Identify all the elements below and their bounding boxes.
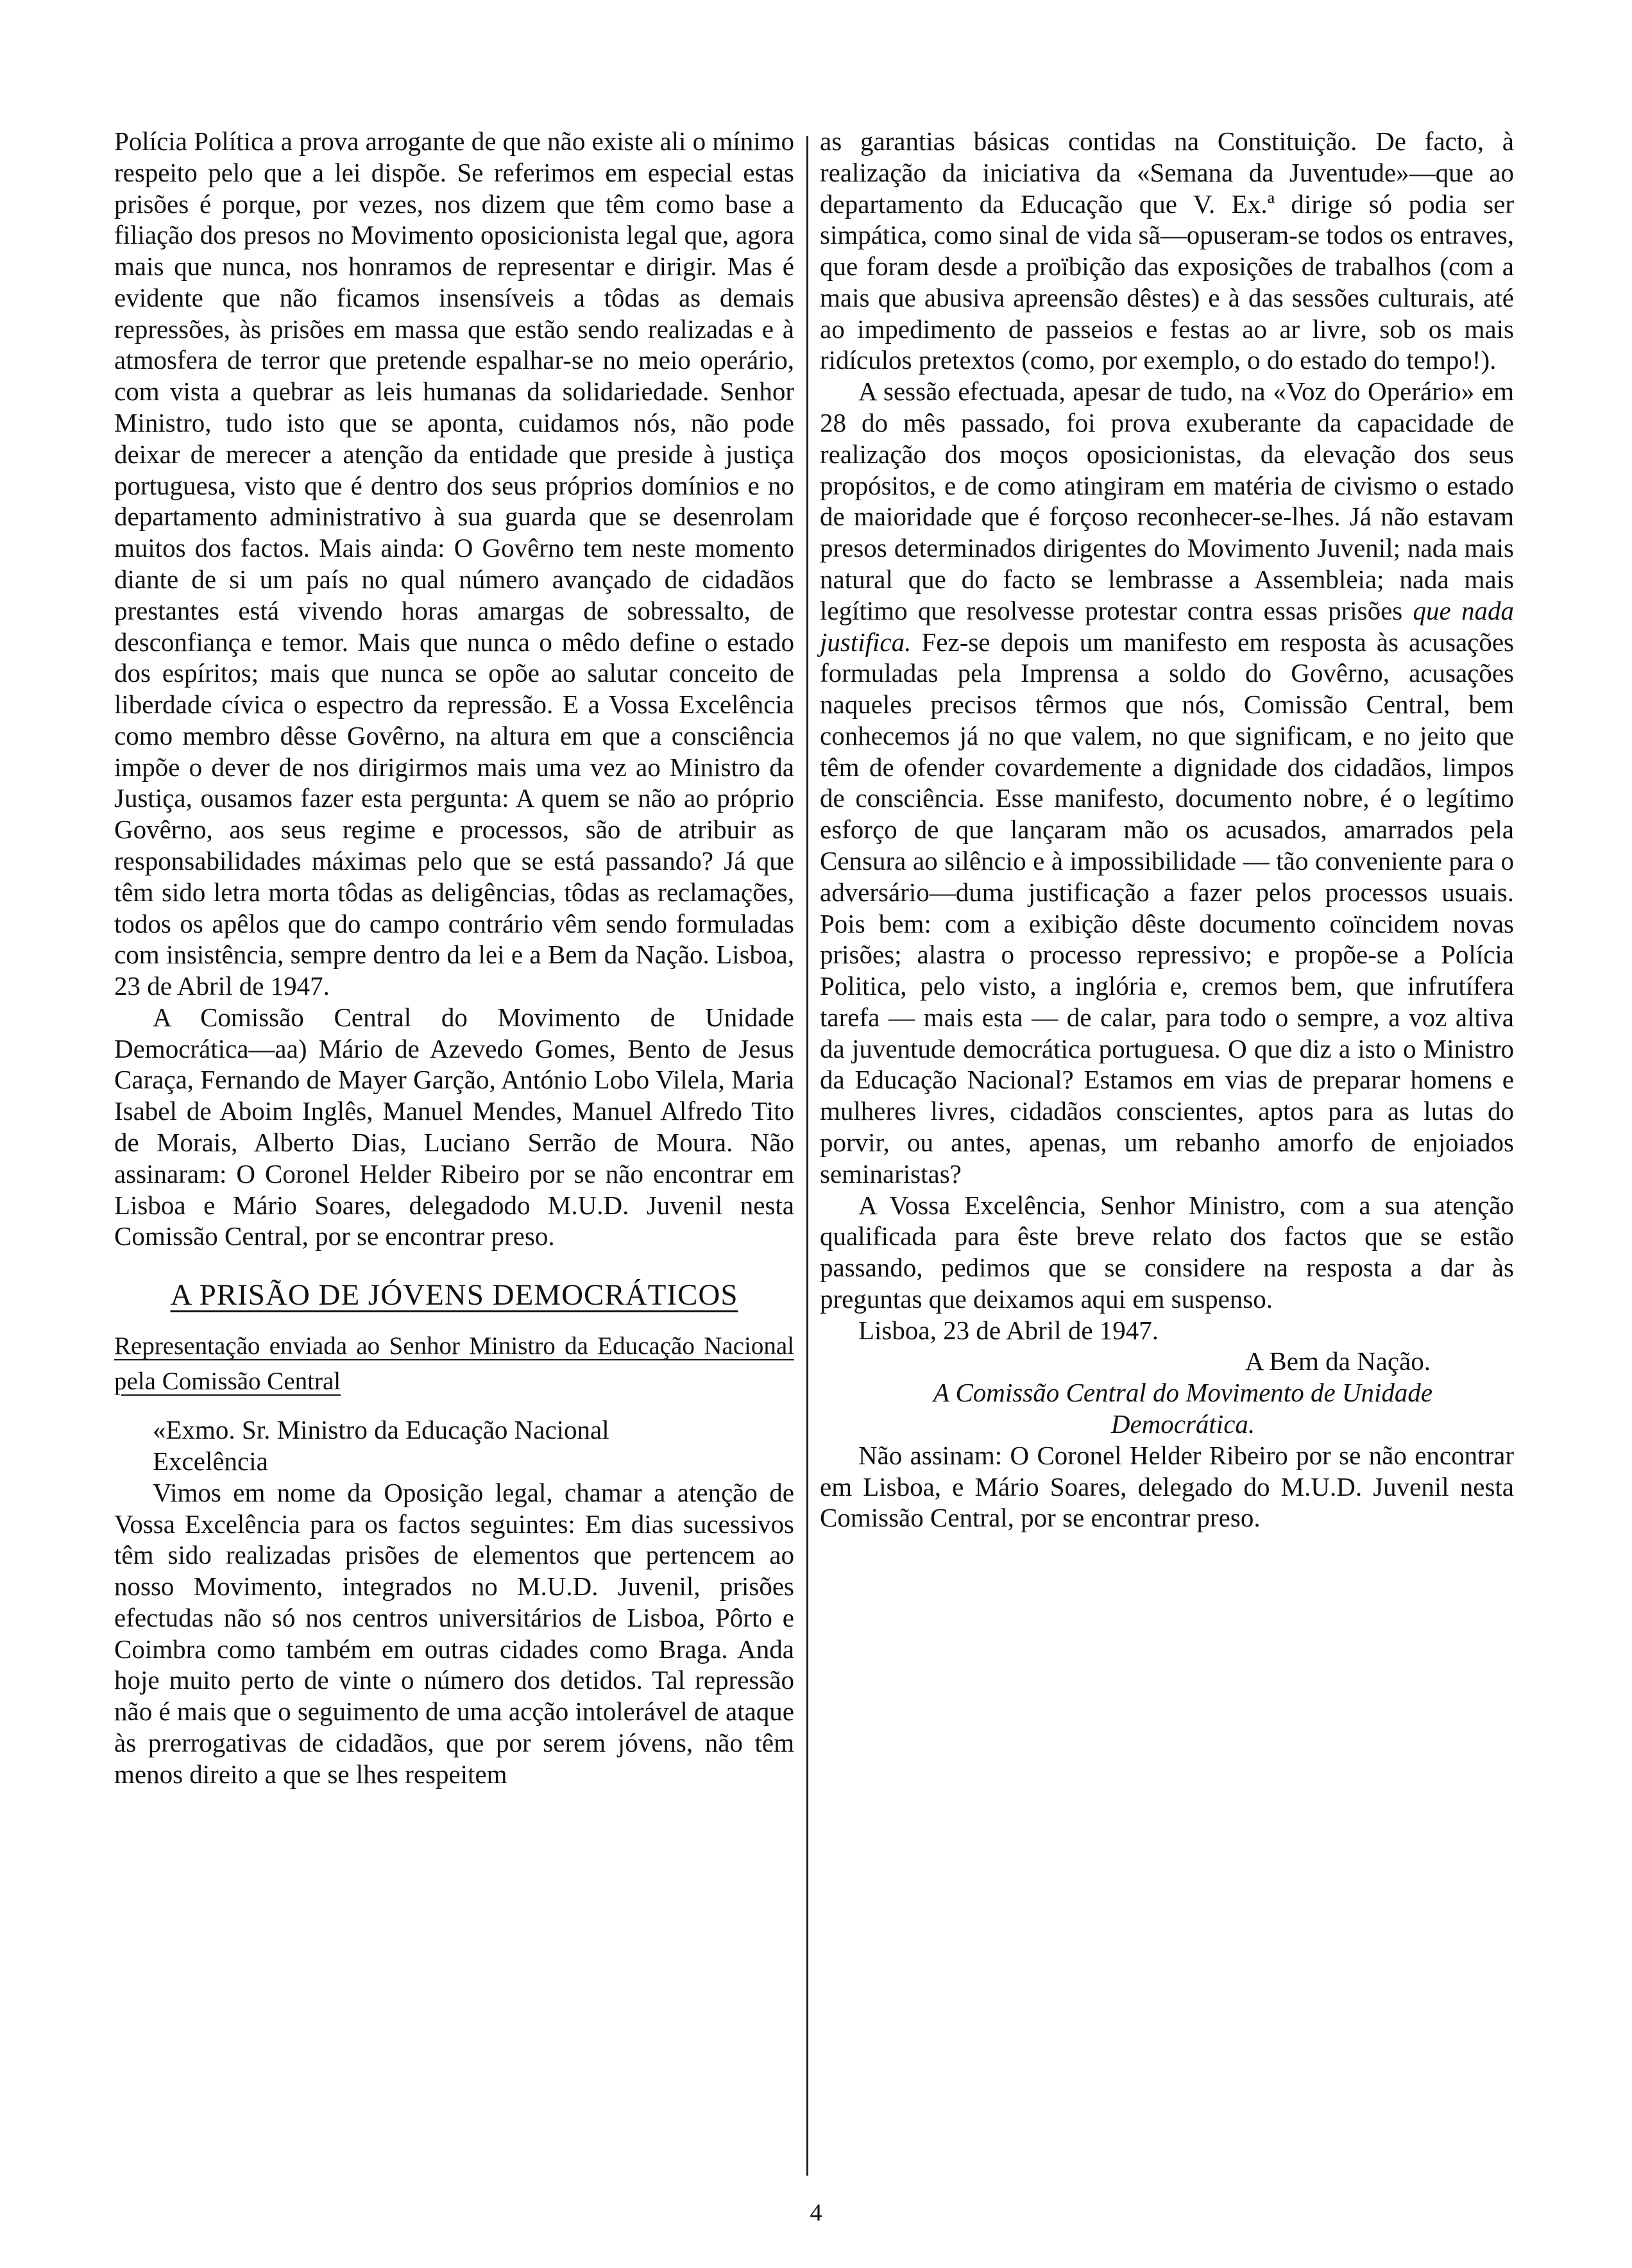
letter-date: Lisboa, 23 de Abril de 1947. — [858, 1315, 1159, 1345]
letter-signature: A Comissão Central do Movimento de Unidade Democrática. — [933, 1378, 1433, 1439]
right-column — [820, 126, 1514, 1534]
left-column — [114, 126, 794, 1790]
right-paragraph-3: A Vossa Excelência, Senhor Ministro, com a sua atenção qualificada para êste breve relato dos factos que se estão passando, pedimos que se considere na resposta a dar às preguntas que deixamos aqui em suspenso. — [820, 1190, 1514, 1314]
right-paragraph-4: Não assinam: O Coronel Helder Ribeiro por se não encontrar em Lisboa, e Mário Soares, delegado do M.U.D. Juvenil nesta Comissão Central, por se encontrar preso. — [820, 1440, 1514, 1533]
letter-salutation: «Exmo. Sr. Ministro da Educação Nacional — [153, 1415, 609, 1445]
section-heading: A PRISÃO DE JÓVENS DEMOCRÁTICOS — [170, 1278, 738, 1312]
right-paragraph-1: as garantias básicas contidas na Constituição. De facto, à realização da iniciativa da «Semana da Juventude»—que ao departamento da Educação que V. Ex.ª dirige só podia ser simpática, como sinal de vida sã—opuseram-se todos os entraves, que foram desde a proïbição das exposições de trabalhos (com a mais que abusiva apreensão dêstes) e à das sessões culturais, até ao impedimento de passeios e festas ao ar livre, sob os mais ridículos pretextos (como, por exemplo, o do estado do tempo!). — [820, 126, 1514, 375]
right-paragraph-2-end: Fez-se depois um manifesto em resposta às acusações formuladas pela Imprensa a soldo do Govêrno, acusações naqueles precisos têrmos que nós, Comissão Central, bem conhecemos já no que valem, no que significam, e no jeito que têm de ofender covardemente a dignidade dos cidadãos, limpos de consciência. Esse manifesto, documento nobre, é o legítimo esforço de que lançaram mão os acusados, amarrados pela Censura ao silêncio e à impossibilidade — tão conveniente para o adversário—duma justificação a fazer pelos processos usuais. Pois bem: com a exibição dêste documento coïncidem novas prisões; alastra o processo repressivo; e propõe-se a Polícia Politica, pelo visto, a inglória e, cremos bem, que infrutífera tarefa — mais esta — de calar, para todo o sempre, a voz altiva da juventude democrática portuguesa. O que diz a isto o Ministro da Educação Nacional? Estamos em vias de preparar homens e mulheres livres, cidadãos conscientes, aptos para as lutas do porvir, ou antes, apenas, um rebanho amorfo de enjoiados seminaristas? — [820, 627, 1514, 1189]
right-paragraph-2-start: A sessão efectuada, apesar de tudo, na «Voz do Operário» em 28 do mês passado, foi prova exuberante da capacidade de realização dos moços oposicionistas, da elevação dos seus propósitos, e de como atingiram em matéria de civismo o estado de maioridade que é forçoso reconhecer-se-lhes. Já não estavam presos determinados dirigentes do Movimento Juvenil; nada mais natural que do facto se lembrasse a Assembleia; nada mais legítimo que resolvesse protestar contra essas prisões — [820, 377, 1514, 625]
right-paragraph-2 — [820, 376, 1514, 1189]
letter-closing: A Bem da Nação. — [1245, 1346, 1431, 1376]
letter-excelencia: Excelência — [153, 1446, 268, 1477]
column-divider — [806, 136, 808, 2176]
left-paragraph-1: Polícia Política a prova arrogante de que não existe ali o mínimo respeito pelo que a lei dispõe. Se referimos em especial estas prisões é porque, por vezes, nos dizem que têm como base a filiação dos presos no Movimento oposicionista legal que, agora mais que nunca, nos honramos de representar e dirigir. Mas é evidente que não ficamos insensíveis a tôdas as demais repressões, às prisões em massa que estão sendo realizadas e à atmosfera de terror que pretende espalhar-se no meio operário, com vista a quebrar as leis humanas da solidariedade. Senhor Ministro, tudo isto que se aponta, cuidamos nós, não pode deixar de merecer a atenção da entidade que preside à justiça portuguesa, visto que é dentro dos seus próprios domínios e no departamento administrativo à sua guarda que se desenrolam muitos dos factos. Mais ainda: O Govêrno tem neste momento diante de si um país no qual número avançado de cidadãos prestantes está vivendo horas amargas de sobressalto, de desconfiança e temor. Mais que nunca o mêdo define o estado dos espíritos; mais que nunca se opõe ao salutar conceito de liberdade cívica o espectro da repressão. E a Vossa Excelência como membro dêsse Govêrno, na altura em que a consciência impõe o dever de nos dirigirmos mais uma vez ao Ministro da Justiça, ousamos fazer esta pergunta: A quem se não ao próprio Govêrno, aos seus regime e processos, são de atribuir as responsabilidades máximas pelo que se está passando? Já que têm sido letra morta tôdas as deligências, tôdas as reclamações, todos os apêlos que do campo contrário vêm sendo formuladas com insistência, sempre dentro da lei e a Bem da Nação. Lisboa, 23 de Abril de 1947. — [114, 126, 794, 1001]
page-number: 4 — [810, 2199, 822, 2226]
left-paragraph-signatories: A Comissão Central do Movimento de Unidade Democrática—aa) Mário de Azevedo Gomes, Bento de Jesus Caraça, Fernando de Mayer Garção, António Lobo Vilela, Maria Isabel de Aboim Inglês, Manuel Mendes, Manuel Alfredo Tito de Morais, Alberto Dias, Luciano Serrão de Moura. Não assinaram: O Coronel Helder Ribeiro por se não encontrar em Lisboa e Mário Soares, delegadodo M.U.D. Juvenil nesta Comissão Central, por se encontrar preso. — [114, 1002, 794, 1251]
left-paragraph-letter-body: Vimos em nome da Oposição legal, chamar a atenção de Vossa Excelência para os factos seguintes: Em dias sucessivos têm sido realizadas prisões de elementos que pertencem ao nosso Movimento, integrados no M.U.D. Juvenil, prisões efectudas não só nos centros universitários de Lisboa, Pôrto e Coimbra como também em outras cidades como Braga. Anda hoje muito perto de vinte o número dos detidos. Tal repressão não é mais que o seguimento de uma acção intolerável de ataque às prerrogativas de cidadãos, que por serem jóvens, não têm menos direito a que se lhes respeitem — [114, 1477, 794, 1789]
section-subheading: Representação enviada ao Senhor Ministro da Educação Nacional pela Comissão Central — [114, 1332, 794, 1395]
emphasis-phrase: que nada justifica. — [820, 595, 1515, 657]
